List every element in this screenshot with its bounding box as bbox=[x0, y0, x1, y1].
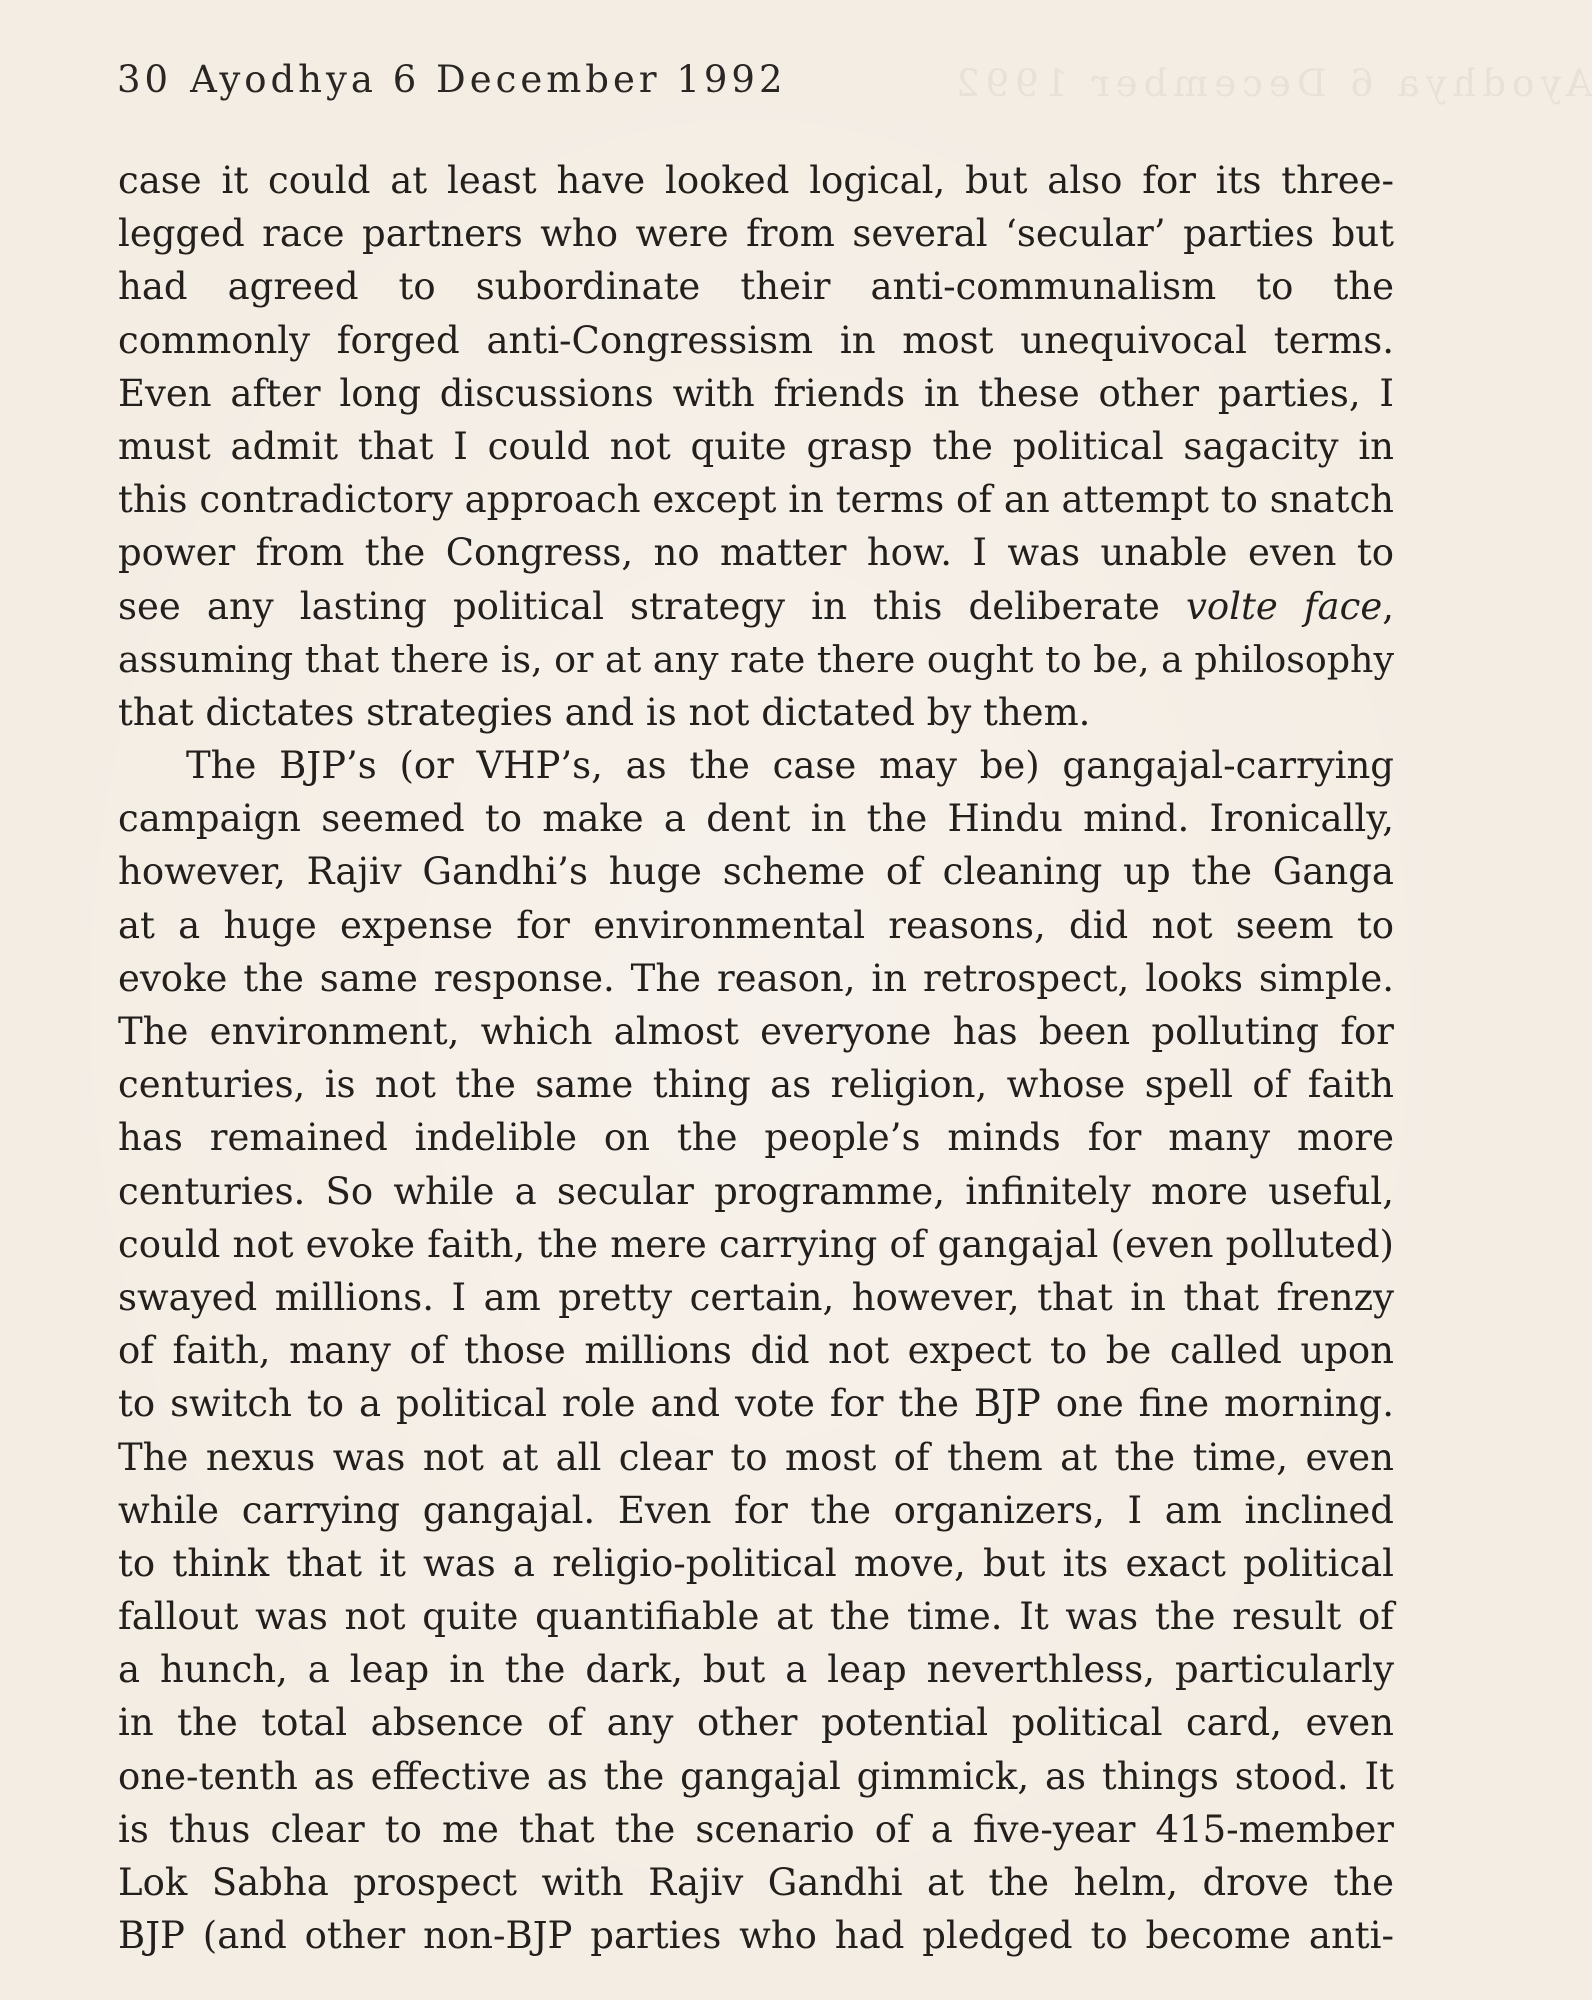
text-line: The nexus was not at all clear to most of them at the time, even bbox=[118, 1435, 1394, 1479]
text-line: centuries, is not the same thing as religion, whose spell of faith bbox=[118, 1063, 1394, 1107]
text-line: of faith, many of those millions did not expect to be called upon bbox=[118, 1329, 1394, 1373]
text-line: at a huge expense for environmental reasons, did not seem to bbox=[118, 903, 1394, 947]
page-number: 30 bbox=[117, 58, 173, 101]
italic-phrase: volte face bbox=[1185, 584, 1383, 628]
text-line: to switch to a political role and vote for the BJP one fine morning. bbox=[118, 1382, 1394, 1426]
text-line: while carrying gangajal. Even for the organizers, I am inclined bbox=[118, 1488, 1394, 1532]
text-line: fallout was not quite quantifiable at the time. It was the result of bbox=[118, 1595, 1394, 1639]
running-title: Ayodhya 6 December 1992 bbox=[190, 58, 787, 101]
text-line: legged race partners who were from several ‘secular’ parties but bbox=[118, 212, 1394, 256]
text-line: one-tenth as effective as the gangajal gimmick, as things stood. It bbox=[118, 1754, 1394, 1798]
text-line: has remained indelible on the people’s minds for many more bbox=[118, 1116, 1394, 1160]
text-line: BJP (and other non-BJP parties who had pledged to become anti- bbox=[118, 1914, 1394, 1958]
text-line: evoke the same response. The reason, in retrospect, looks simple. bbox=[118, 956, 1394, 1000]
text-line: had agreed to subordinate their anti-communalism to the bbox=[118, 265, 1394, 309]
text-line: in the total absence of any other potential political card, even bbox=[118, 1701, 1394, 1745]
paragraph-last-line: that dictates strategies and is not dictated by them. bbox=[118, 690, 1091, 734]
text-line: case it could at least have looked logical, but also for its three- bbox=[118, 159, 1394, 202]
text-line: commonly forged anti-Congressism in most unequivocal terms. bbox=[118, 318, 1394, 362]
text-line: Even after long discussions with friends in these other parties, I bbox=[118, 371, 1394, 415]
text-line: is thus clear to me that the scenario of a five-year 415-member bbox=[118, 1807, 1394, 1851]
text-line: Lok Sabha prospect with Rajiv Gandhi at the helm, drove the bbox=[118, 1861, 1394, 1904]
text-line: a hunch, a leap in the dark, but a leap neverthless, particularly bbox=[118, 1648, 1394, 1692]
text-line: power from the Congress, no matter how. I was unable even to bbox=[118, 531, 1394, 575]
body-text bbox=[118, 154, 1394, 1962]
text-line: however, Rajiv Gandhi’s huge scheme of cleaning up the Ganga bbox=[118, 850, 1394, 894]
show-through-text: Ayodhya 6 December 1992 bbox=[950, 62, 1592, 105]
text-line: assuming that there is, or at any rate there ought to be, a philosophy bbox=[118, 637, 1394, 681]
text-line: could not evoke faith, the mere carrying of gangajal (even polluted) bbox=[118, 1222, 1394, 1266]
text-line: The environment, which almost everyone has been polluting for bbox=[118, 1010, 1394, 1053]
text-line-with-italic bbox=[118, 580, 1394, 633]
text-line: centuries. So while a secular programme, infinitely more useful, bbox=[118, 1169, 1394, 1213]
text-line: swayed millions. I am pretty certain, however, that in that frenzy bbox=[118, 1275, 1394, 1319]
paragraph-first-line: The BJP’s (or VHP’s, as the case may be) gangajal-carrying bbox=[186, 744, 1394, 788]
text-segment: see any lasting political strategy in this deliberate bbox=[118, 584, 1186, 628]
text-line: to think that it was a religio-political move, but its exact political bbox=[118, 1541, 1394, 1585]
text-line: campaign seemed to make a dent in the Hindu mind. Ironically, bbox=[118, 797, 1394, 841]
running-header bbox=[117, 58, 787, 101]
text-line: this contradictory approach except in terms of an attempt to snatch bbox=[118, 478, 1394, 522]
text-segment: , bbox=[1382, 584, 1394, 628]
text-line: must admit that I could not quite grasp the political sagacity in bbox=[118, 424, 1394, 468]
